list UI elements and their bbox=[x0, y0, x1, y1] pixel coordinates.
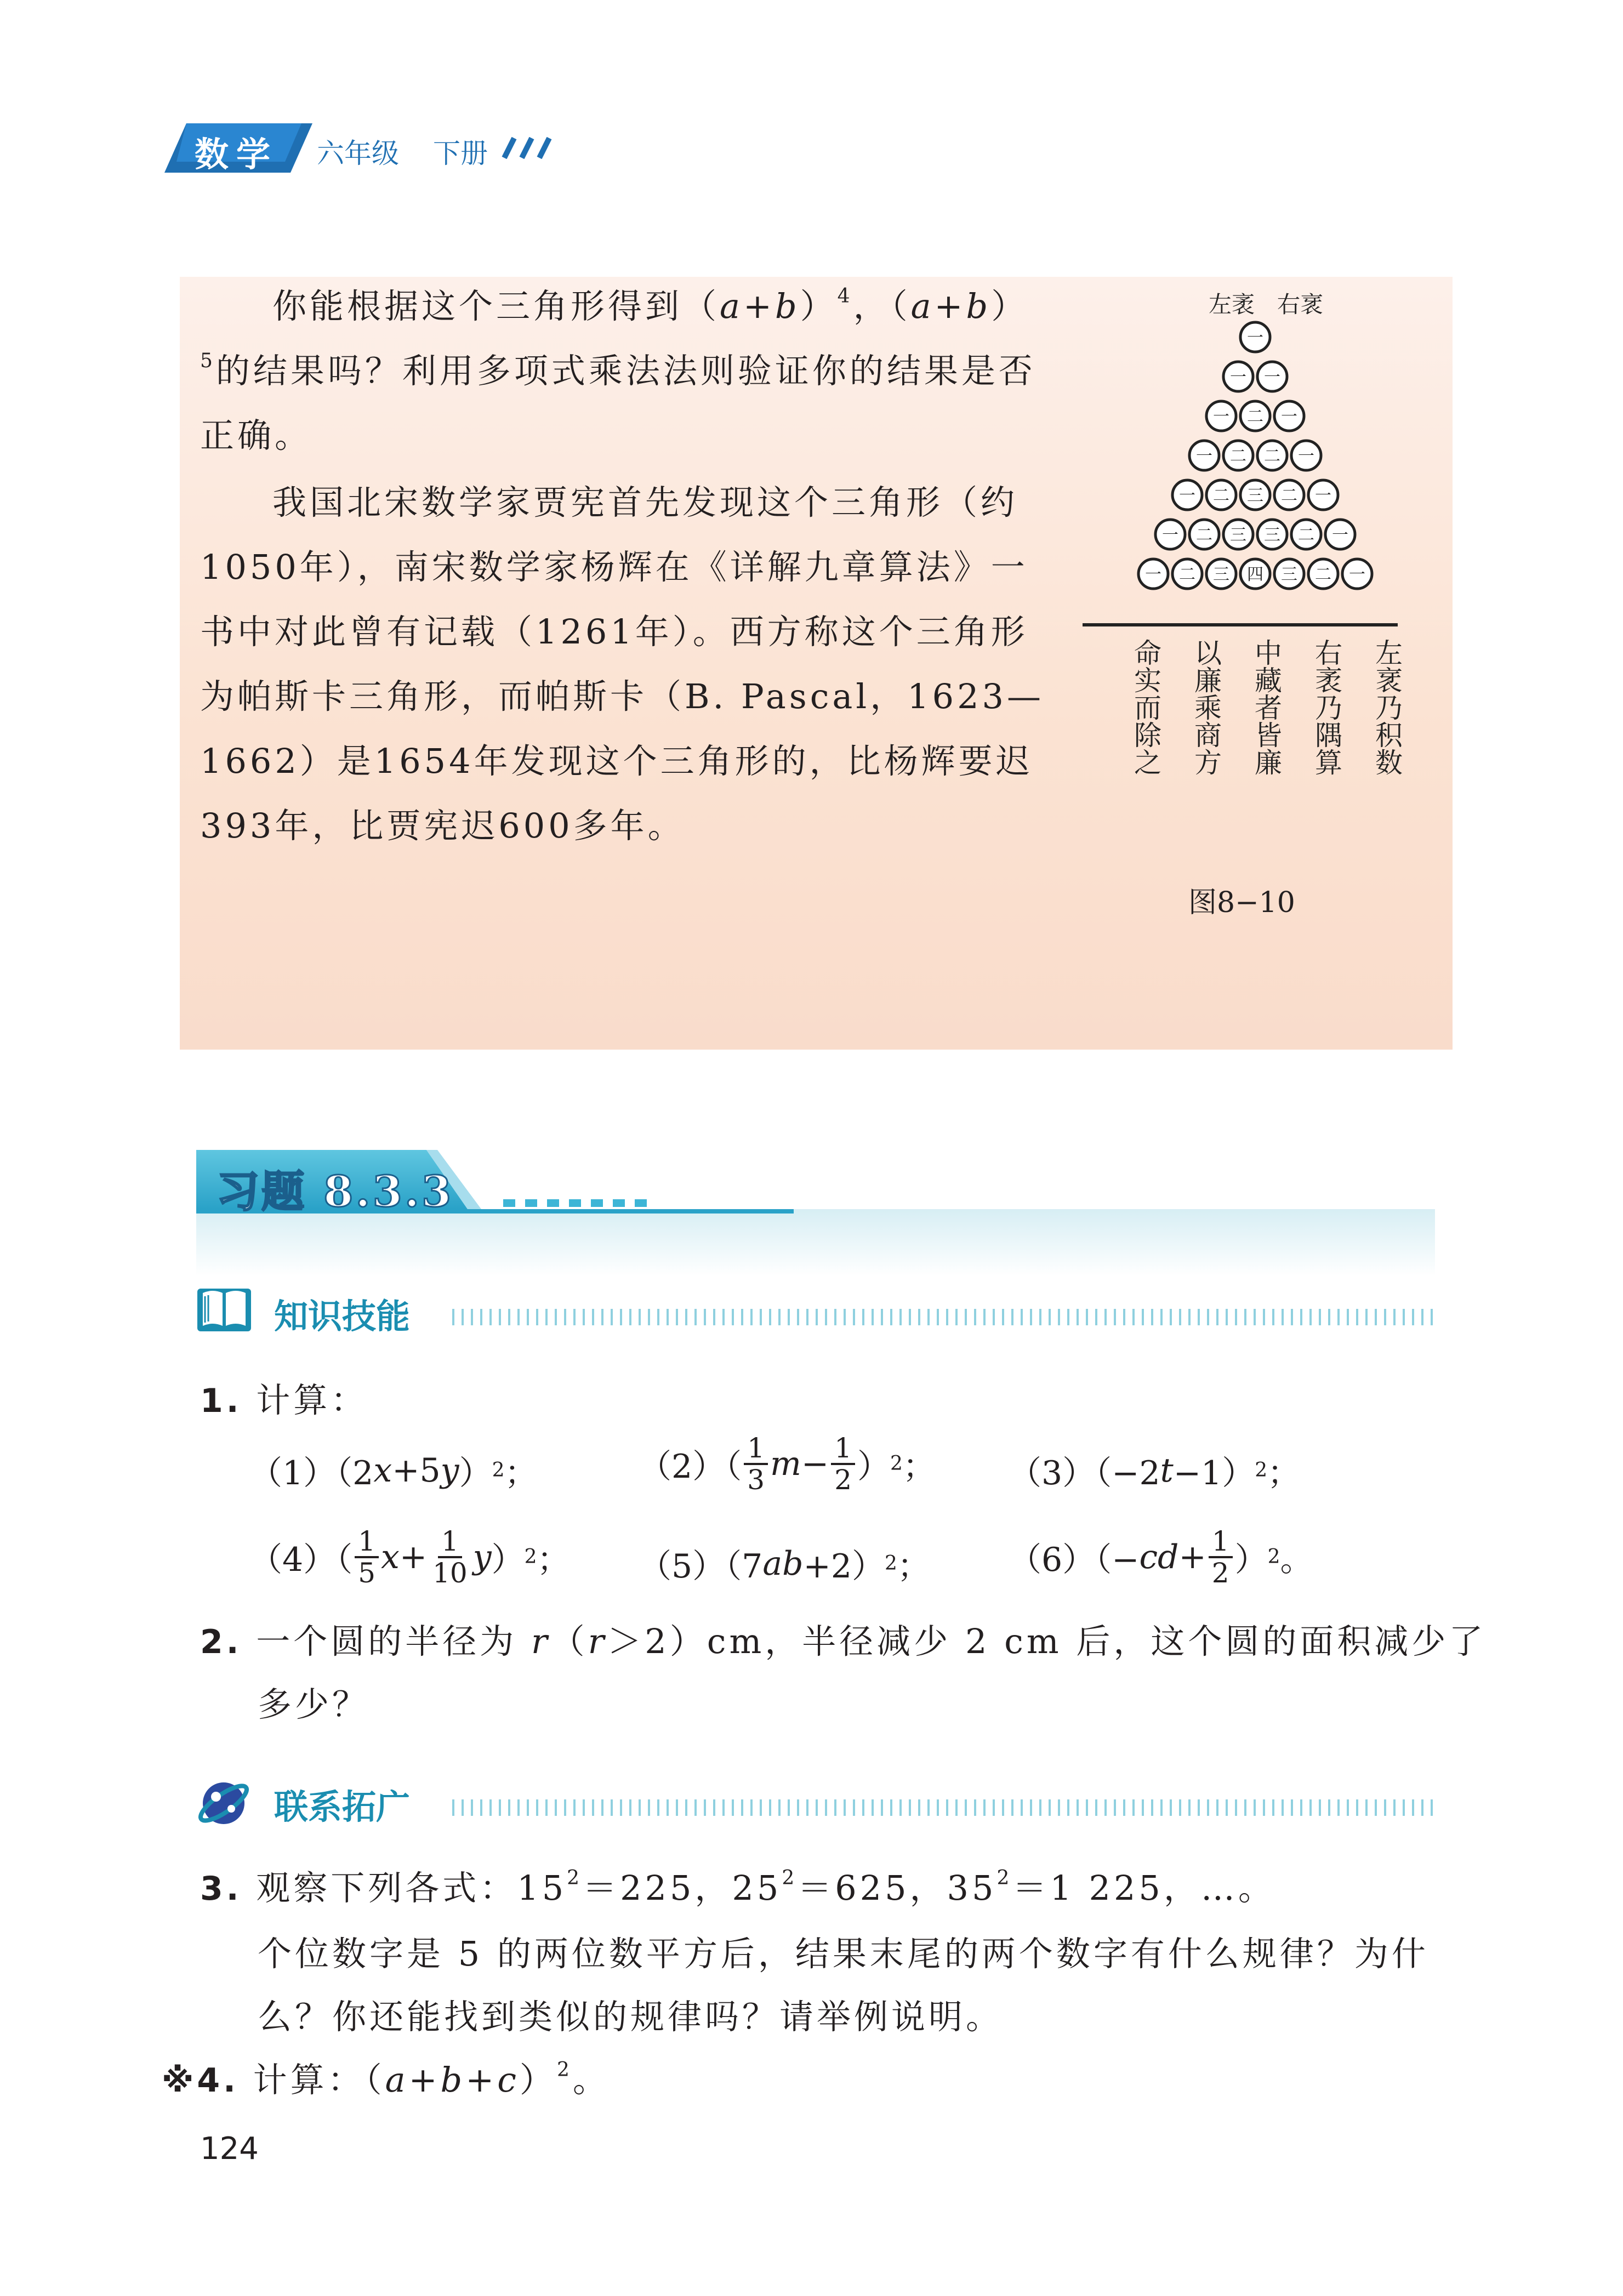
question-4: ※4. 计算：$(a+b+c)^2$。 bbox=[162, 2059, 610, 2100]
triangle-numeral: 一 bbox=[1281, 407, 1297, 426]
question-1: 1. 计算： bbox=[200, 1380, 368, 1420]
svg-text:命实而除之: 命实而除之 bbox=[1130, 639, 1161, 776]
triangle-bottom-text bbox=[1130, 639, 1403, 776]
subject-title: 数学 bbox=[195, 134, 278, 174]
triangle-numeral: 三 bbox=[1281, 565, 1297, 584]
book-icon bbox=[196, 1285, 252, 1334]
q1-item-2: （2）（ $\frac{1}{3}$ m − $\frac{1}{2}$ ） 2 ； bbox=[639, 1432, 936, 1496]
triangle-numeral: 二 bbox=[1179, 565, 1195, 584]
figure-caption: 图8−10 bbox=[1188, 886, 1295, 919]
triangle-numeral: 二 bbox=[1196, 526, 1212, 545]
q1-item-3: （3）（−2 t −1） 2 ； bbox=[1009, 1451, 1301, 1492]
triangle-numeral: 一 bbox=[1162, 526, 1178, 545]
question-2-line-2: 多少？ bbox=[258, 1684, 370, 1724]
section-divider bbox=[452, 1799, 1439, 1816]
triangle-numeral: 一 bbox=[1213, 407, 1229, 426]
planet-icon bbox=[196, 1776, 252, 1828]
triangle-numeral: 三 bbox=[1213, 565, 1229, 584]
grade-label: 六年级 bbox=[317, 138, 399, 169]
section-connect-extend: 联系拓广 bbox=[274, 1787, 411, 1827]
triangle-numeral: 一 bbox=[1315, 486, 1331, 505]
q1-item-1: （1）（2 x +5 y ） 2 ； bbox=[249, 1451, 538, 1492]
section-divider bbox=[452, 1309, 1439, 1325]
triangle-numeral: 二 bbox=[1264, 447, 1280, 466]
svg-text:中藏者皆廉: 中藏者皆廉 bbox=[1250, 639, 1282, 776]
exercise-title: 习题 8.3.3 bbox=[217, 1167, 454, 1217]
triangle-numeral: 二 bbox=[1213, 486, 1229, 505]
page-number: 124 bbox=[200, 2131, 259, 2167]
triangle-circles bbox=[1138, 322, 1372, 589]
triangle-numeral: 二 bbox=[1247, 407, 1263, 426]
triangle-numeral: 一 bbox=[1145, 565, 1161, 584]
q1-item-5: （5）（7 ab +2） 2 ； bbox=[639, 1545, 930, 1586]
question-3-line-2: 个位数字是 5 的两位数平方后，结果末尾的两个数字有什么规律？为什 bbox=[258, 1934, 1429, 1974]
volume-label: 下册 bbox=[433, 138, 488, 169]
triangle-numeral: 四 bbox=[1247, 565, 1263, 584]
triangle-numeral: 三 bbox=[1264, 526, 1280, 545]
svg-text:右袤乃隅算: 右袤乃隅算 bbox=[1311, 639, 1342, 776]
section-knowledge-skills: 知识技能 bbox=[274, 1296, 411, 1336]
triangle-numeral: 一 bbox=[1298, 447, 1314, 466]
triangle-numeral: 一 bbox=[1196, 447, 1212, 466]
q1-item-6: （6）（− cd + $\frac{1}{2}$ ） 2 。 bbox=[1009, 1525, 1313, 1589]
triangle-numeral: 一 bbox=[1349, 565, 1365, 584]
triangle-numeral: 一 bbox=[1264, 368, 1280, 387]
triangle-numeral: 一 bbox=[1179, 486, 1195, 505]
q1-item-4: （4）（ $\frac{1}{5}$ x + $\frac{1}{10}$ y ） 2 ； bbox=[249, 1525, 570, 1589]
triangle-numeral: 二 bbox=[1281, 486, 1297, 505]
triangle-numeral: 二 bbox=[1315, 565, 1331, 584]
svg-text:以廉乘商方: 以廉乘商方 bbox=[1190, 639, 1222, 776]
triangle-numeral: 三 bbox=[1230, 526, 1246, 545]
triangle-numeral: 二 bbox=[1298, 526, 1314, 545]
triangle-numeral: 一 bbox=[1247, 328, 1263, 347]
question-3: 3. 观察下列各式：$15^2=225$，$25^2=625$，$35^2=1$ 225，…。 bbox=[200, 1867, 1275, 1908]
triangle-numeral: 三 bbox=[1247, 486, 1263, 505]
question-3-line-3: 么？你还能找到类似的规律吗？请举例说明。 bbox=[258, 1997, 1004, 2037]
yang-hui-triangle-figure bbox=[1074, 274, 1403, 850]
triangle-top-label-right: 右衺 bbox=[1277, 291, 1324, 318]
reading-paragraph-2: 我国北宋数学家贾宪首先发现这个三角形（约1050年），南宋数学家杨辉在《详解九章算法》一书中对此曾有记载（1261年）。西方称这个三角形为帕斯卡三角形，而帕斯卡（B. Pascal，1623—1662）是1654年发现这个三角形的，比杨辉要迟393年，比贾宪迟600多年。 bbox=[200, 482, 1044, 846]
svg-text:左衺乃积数: 左衺乃积数 bbox=[1371, 639, 1403, 776]
slash-decoration-icon bbox=[499, 137, 559, 159]
triangle-numeral: 一 bbox=[1230, 368, 1246, 387]
triangle-top-label-left: 左袤 bbox=[1209, 291, 1255, 318]
reading-paragraph-1: 你能根据这个三角形得到$(a+b)^4$，$(a+b)^5$的结果吗？利用多项式乘法法则验证你的结果是否正确。 bbox=[200, 285, 1036, 455]
question-2: 2. 一个圆的半径为 r（r＞2）cm，半径减少 2 cm 后，这个圆的面积减少了 bbox=[200, 1621, 1487, 1661]
triangle-numeral: 二 bbox=[1230, 447, 1246, 466]
triangle-numeral: 一 bbox=[1332, 526, 1348, 545]
